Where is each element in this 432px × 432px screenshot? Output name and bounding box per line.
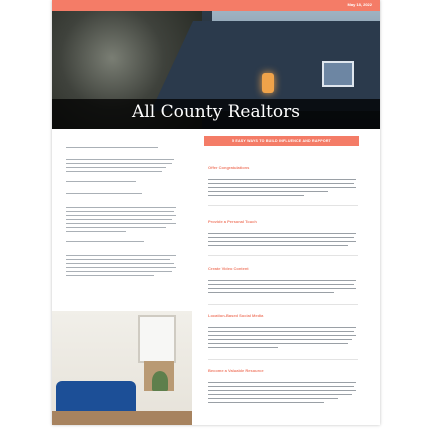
company-name: All County Realtors bbox=[132, 102, 300, 122]
section-title: Provide a Personal Touch bbox=[208, 219, 257, 224]
newsletter-page bbox=[52, 0, 380, 425]
living-room-photo bbox=[52, 311, 192, 425]
hero-window bbox=[322, 61, 354, 87]
section-title: Offer Congratulations bbox=[208, 165, 250, 170]
article-banner: 5 EASY WAYS TO BUILD INFLUENCE AND RAPPORT bbox=[204, 136, 359, 146]
photo-floor bbox=[52, 411, 192, 425]
section-title: Create Video Content bbox=[208, 266, 249, 271]
section-title: Location-Based Social Media bbox=[208, 313, 264, 318]
photo-plant bbox=[152, 371, 168, 391]
hero-title-bar bbox=[52, 99, 380, 129]
photo-window bbox=[138, 315, 176, 363]
hero-image bbox=[52, 11, 380, 129]
hero-lamp bbox=[262, 73, 274, 93]
top-accent-bar bbox=[52, 0, 380, 11]
issue-date: May 18, 2022 bbox=[347, 2, 372, 7]
section-title: Become a Valuable Resource bbox=[208, 368, 264, 373]
